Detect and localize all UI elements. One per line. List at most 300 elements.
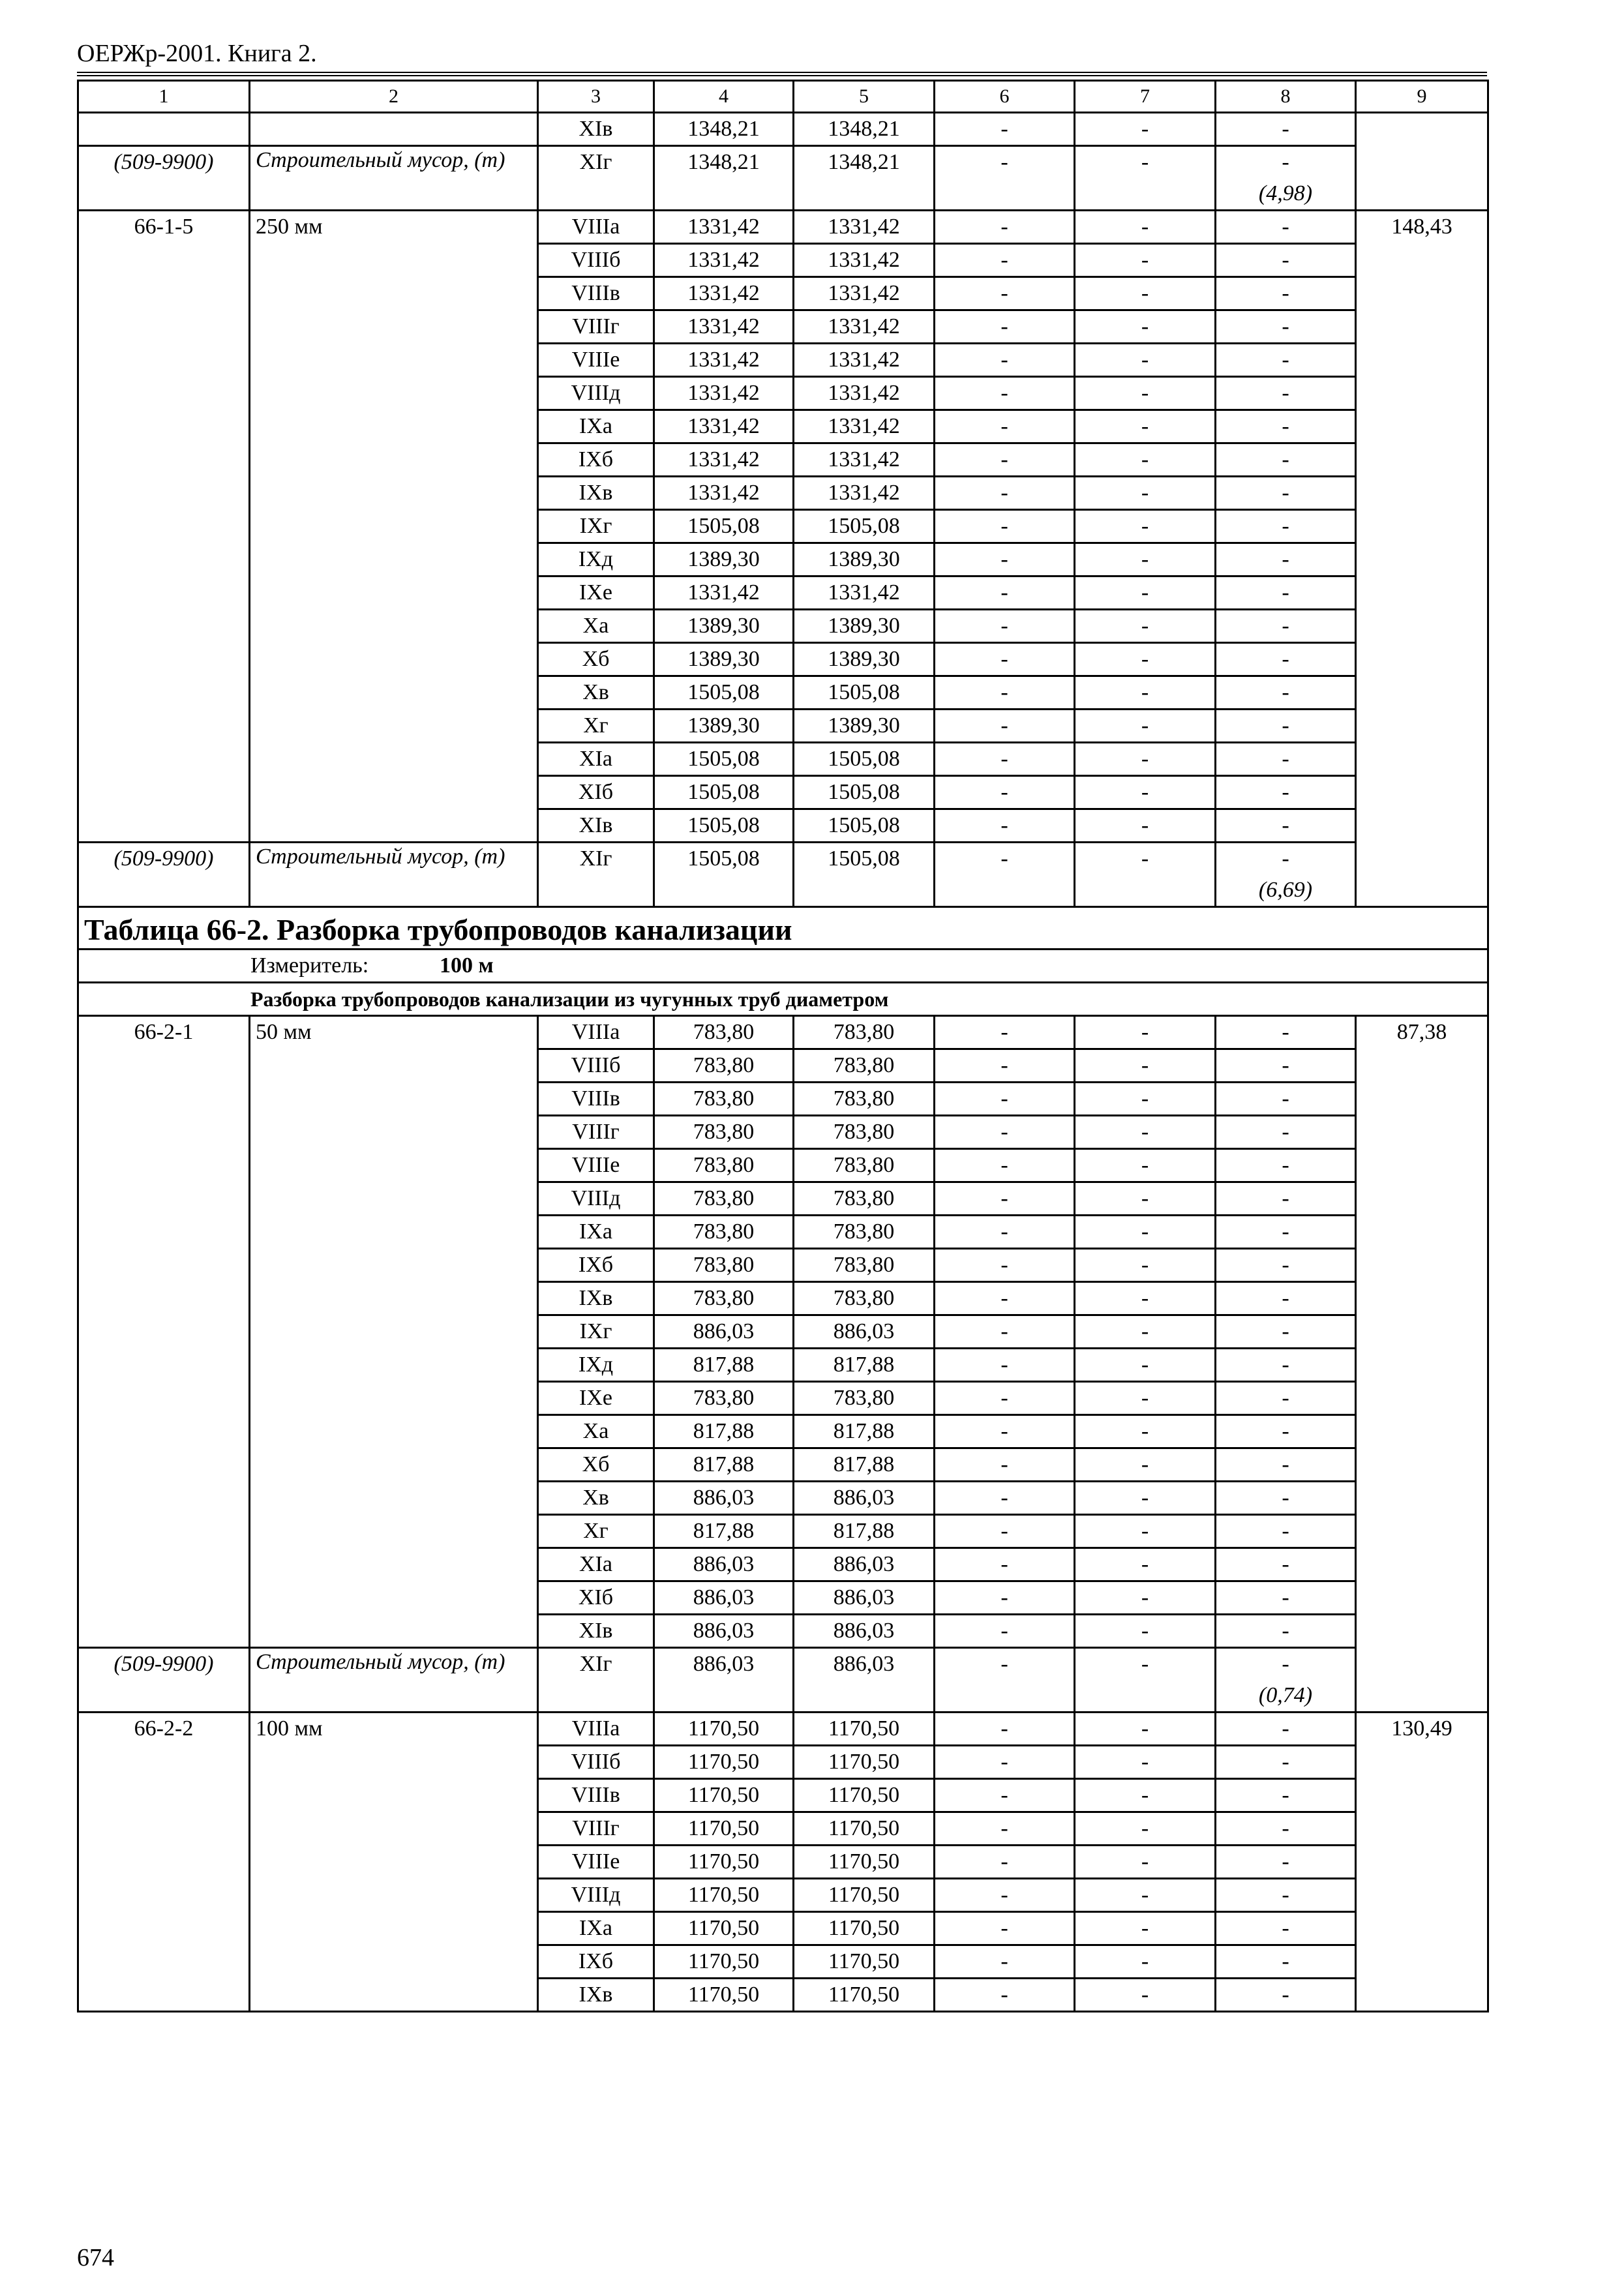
dash-cell: - [1075,743,1216,776]
dash-cell: - [1075,1116,1216,1149]
zone-cell: VIIIб [538,1746,654,1779]
zone-cell: IXа [538,1216,654,1249]
cost-cell: 783,80 [654,1249,794,1282]
cost-cell: 783,80 [794,1116,935,1149]
cost-cell: 1505,08 [654,809,794,843]
dash-cell: - [1075,676,1216,710]
cost-cell: 1331,42 [654,211,794,244]
dash-cell: - [1075,1581,1216,1615]
dash-cell: - [1075,1249,1216,1282]
item-name [250,113,538,146]
dash-cell: - [1075,1282,1216,1315]
cost-cell: 1389,30 [654,643,794,676]
dash-cell: - [935,1249,1075,1282]
dash-cell: - [935,344,1075,377]
dash-cell: - [935,1216,1075,1249]
dash-cell: - [935,1182,1075,1216]
dash-cell: - [1075,1448,1216,1482]
dash-cell: - [935,543,1075,576]
zone-cell: VIIIд [538,1879,654,1912]
cost-cell: 1331,42 [794,576,935,610]
cost-cell: 783,80 [794,1382,935,1415]
dash-cell: - [935,1615,1075,1648]
section-subtitle-text: Разборка трубопроводов канализации из чугунных труб диаметром [250,987,889,1011]
dash-cell: - [1075,211,1216,244]
dash-cell: - [935,113,1075,146]
cost-cell: 1331,42 [794,277,935,310]
cost-cell: 1170,50 [794,1746,935,1779]
cost-cell: 1170,50 [794,1879,935,1912]
dash-cell: - [935,1779,1075,1812]
item-code [78,113,250,146]
cost-cell: 1389,30 [654,610,794,643]
zone-cell: XIг [538,146,654,211]
cost-cell: 783,80 [654,1182,794,1216]
cost-cell: 1505,08 [794,743,935,776]
table-row [78,211,1488,244]
dash-cell: - [935,1713,1075,1746]
cost-cell: 886,03 [794,1482,935,1515]
zone-cell: IXб [538,443,654,477]
cost-cell: 1331,42 [794,244,935,277]
cost-cell: 1389,30 [794,543,935,576]
zone-cell: IXа [538,1912,654,1945]
zone-cell: Xг [538,1515,654,1548]
dash-cell: - [935,1116,1075,1149]
dash-cell: - [1075,1812,1216,1846]
dash-cell: - [1216,410,1356,443]
cost-cell: 783,80 [794,1083,935,1116]
dash-cell: - [935,1315,1075,1349]
cost-cell: 783,80 [654,1382,794,1415]
zone-cell: IXб [538,1945,654,1979]
dash-cell: - [1075,610,1216,643]
dash-cell: - [935,1448,1075,1482]
cost-cell: 1170,50 [654,1879,794,1912]
zone-cell: Xв [538,1482,654,1515]
zone-cell: Xа [538,610,654,643]
zone-cell: Xа [538,1415,654,1448]
zone-cell: VIIIа [538,211,654,244]
dash-cell: - [1075,1912,1216,1945]
dash-cell: - [1216,1149,1356,1182]
dash-cell: - [1216,1615,1356,1648]
dash-cell: - [1216,1315,1356,1349]
cost-cell: 1170,50 [654,1945,794,1979]
dash-cell: - [1216,1779,1356,1812]
cost-cell: 886,03 [654,1615,794,1648]
zone-cell: VIIIе [538,1846,654,1879]
dash-cell: - [1075,344,1216,377]
cost-cell: 1170,50 [654,1912,794,1945]
zone-cell: VIIIв [538,277,654,310]
debris-label-text: Строительный мусор, (т) [256,148,505,172]
cost-cell: 1331,42 [794,377,935,410]
cost-cell: 886,03 [794,1315,935,1349]
cost-cell: 1170,50 [654,1846,794,1879]
cost-cell: 783,80 [794,1249,935,1282]
dash-cell: - [1216,1846,1356,1879]
dash-cell: - [1216,743,1356,776]
cost-cell: 886,03 [794,1648,935,1713]
dash-cell: - [1075,1713,1216,1746]
zone-cell: VIIIг [538,1116,654,1149]
dash-cell: - [1216,676,1356,710]
dash-cell: - [935,244,1075,277]
dash-cell: - [1216,1083,1356,1116]
dash-cell: - [1075,576,1216,610]
item-code [78,1016,250,1648]
cost-cell: 1505,08 [654,843,794,907]
dash-cell: - [935,146,1075,211]
table-title: Таблица 66-2. Разборка трубопроводов канализации [78,907,1488,950]
column-number-row [78,81,1488,113]
dash-cell: - [935,1979,1075,2012]
dash-cell: - [935,1149,1075,1182]
dash-cell: - [935,277,1075,310]
zone-cell: VIIIб [538,1049,654,1083]
dash-cell: - [1216,1116,1356,1149]
dash-cell: - [935,1083,1075,1116]
dash-cell: - [935,443,1075,477]
cost-cell: 1331,42 [654,377,794,410]
dash-cell: - [1216,1049,1356,1083]
dash-cell: - [1075,510,1216,543]
dash-cell: - [1075,1216,1216,1249]
cost-cell: 783,80 [654,1049,794,1083]
cost-cell: 1331,42 [794,344,935,377]
zone-cell: Xб [538,643,654,676]
dash-cell: - [935,377,1075,410]
zone-cell: IXв [538,1979,654,2012]
dash-cell: - [935,1282,1075,1315]
item-name [250,1016,538,1648]
cost-cell: 1505,08 [654,776,794,809]
item-code-text: 66-1-5 [134,215,194,239]
cost-cell: 1389,30 [794,710,935,743]
dash-cell: - [935,1515,1075,1548]
zone-cell: XIб [538,1581,654,1615]
zone-cell: VIIIе [538,1149,654,1182]
dash-cell: - [935,710,1075,743]
zone-cell: VIIIг [538,1812,654,1846]
cost-cell: 1331,42 [654,344,794,377]
cost-cell: 1348,21 [794,146,935,211]
cost-cell: 1505,08 [654,743,794,776]
page-header: ОЕРЖр-2001. Книга 2. [77,40,317,67]
cost-cell: 817,88 [794,1415,935,1448]
item-name-text: 100 мм [256,1716,323,1741]
zone-cell: IXв [538,477,654,510]
dash-cell: - [1075,1349,1216,1382]
dash-cell: - [935,211,1075,244]
measure-value: 100 м [440,953,494,978]
dash-cell: - [1216,1548,1356,1581]
cost-cell: 1348,21 [794,113,935,146]
cost-cell: 1170,50 [654,1746,794,1779]
zone-cell: Xб [538,1448,654,1482]
cost-cell: 1505,08 [794,809,935,843]
cost-cell: 817,88 [654,1448,794,1482]
cost-cell: 1389,30 [794,643,935,676]
cost-cell: 783,80 [654,1149,794,1182]
dash-cell: - [1075,443,1216,477]
cost-cell: 886,03 [654,1648,794,1713]
cost-cell: 1331,42 [794,310,935,344]
debris-label [250,843,538,907]
measure-row [78,950,1488,983]
dash-cell: - [1075,1382,1216,1415]
zone-cell: XIг [538,1648,654,1713]
dash-cell: - [1216,710,1356,743]
dash-cell: - [1075,1415,1216,1448]
table-title-row [78,907,1488,950]
dash-cell: - [1075,113,1216,146]
dash-cell: - [1075,1049,1216,1083]
debris-code: (509-9900) [78,1648,250,1713]
dash-cell: - [1075,1945,1216,1979]
zone-cell: XIв [538,1615,654,1648]
zone-cell: VIIIв [538,1083,654,1116]
col-number: 2 [250,81,538,113]
dash-cell: - [1216,1016,1356,1049]
dash-cell: - [1075,477,1216,510]
dash-cell: - [1075,1182,1216,1216]
cost-cell: 1170,50 [654,1979,794,2012]
dash-cell: - [935,1581,1075,1615]
dash-cell: - [1216,344,1356,377]
col-number: 3 [538,81,654,113]
dash-text: - [1282,846,1289,871]
dash-cell: - [935,809,1075,843]
dash-cell: - [1075,843,1216,907]
dash-cell: - [1216,1879,1356,1912]
col-number: 5 [794,81,935,113]
col-number: 6 [935,81,1075,113]
cost-cell: 783,80 [794,1282,935,1315]
dash-cell: - [1075,1615,1216,1648]
dash-cell: - [1216,1746,1356,1779]
dash-cell: - [935,576,1075,610]
cost-cell: 817,88 [654,1415,794,1448]
dash-cell: - [935,1482,1075,1515]
zone-cell: VIIIе [538,344,654,377]
table-row [78,1016,1488,1049]
dash-cell: - [935,477,1075,510]
dash-cell [1216,843,1356,907]
dash-cell: - [935,610,1075,643]
zone-cell: VIIIб [538,244,654,277]
cost-cell: 1505,08 [654,510,794,543]
dash-cell: - [1216,1182,1356,1216]
cost-cell: 783,80 [794,1216,935,1249]
dash-cell: - [935,643,1075,676]
zone-cell: XIа [538,1548,654,1581]
dash-text: - [1282,150,1289,174]
dash-cell [1216,146,1356,211]
dash-cell: - [1216,1382,1356,1415]
zone-cell: IXе [538,1382,654,1415]
dash-cell: - [1216,610,1356,643]
cost-cell: 1505,08 [794,676,935,710]
dash-cell: - [1216,1713,1356,1746]
table-row [78,113,1488,146]
cost-cell: 1170,50 [794,1945,935,1979]
cost-cell: 783,80 [654,1016,794,1049]
zone-cell: VIIIа [538,1713,654,1746]
col9-cell: 87,38 [1356,1016,1488,1713]
dash-cell: - [1216,1979,1356,2012]
cost-cell: 817,88 [654,1515,794,1548]
dash-cell: - [1216,377,1356,410]
cost-cell: 817,88 [794,1448,935,1482]
dash-cell: - [1216,1448,1356,1482]
debris-label-text: Строительный мусор, (т) [256,845,505,869]
cost-cell: 886,03 [794,1548,935,1581]
dash-cell: - [935,776,1075,809]
debris-label-text: Строительный мусор, (т) [256,1650,505,1674]
item-name [250,211,538,843]
dash-cell: - [1075,277,1216,310]
dash-cell: - [935,1945,1075,1979]
zone-cell: IXг [538,1315,654,1349]
debris-code: (509-9900) [78,146,250,211]
dash-cell: - [1075,1515,1216,1548]
cost-cell: 1389,30 [654,710,794,743]
dash-cell: - [1075,710,1216,743]
dash-cell: - [1075,1979,1216,2012]
zone-cell: VIIIг [538,310,654,344]
cost-cell: 886,03 [654,1482,794,1515]
dash-cell: - [1075,1746,1216,1779]
zone-cell: XIв [538,809,654,843]
dash-cell: - [1216,1482,1356,1515]
waste-value: (6,69) [1258,878,1313,902]
dash-cell: - [1075,146,1216,211]
cost-cell: 1505,08 [654,676,794,710]
cost-cell: 1331,42 [654,410,794,443]
dash-cell: - [1216,543,1356,576]
dash-cell: - [1075,543,1216,576]
cost-cell: 1505,08 [794,776,935,809]
cost-cell: 1331,42 [654,244,794,277]
dash-cell: - [1216,809,1356,843]
dash-cell: - [1075,809,1216,843]
dash-cell: - [1216,776,1356,809]
dash-cell: - [1216,1812,1356,1846]
zone-cell: Xг [538,710,654,743]
zone-cell: XIб [538,776,654,809]
dash-cell: - [1075,377,1216,410]
col-number: 4 [654,81,794,113]
cost-cell: 1348,21 [654,146,794,211]
cost-cell: 886,03 [654,1548,794,1581]
item-code [78,211,250,843]
dash-cell: - [1075,1149,1216,1182]
item-code-text: 66-2-2 [134,1716,194,1741]
cost-cell: 783,80 [794,1149,935,1182]
dash-cell: - [935,1879,1075,1912]
dash-cell: - [1216,1945,1356,1979]
debris-label [250,1648,538,1713]
dash-cell: - [935,1415,1075,1448]
table-row [78,1713,1488,1746]
cost-cell: 886,03 [654,1315,794,1349]
dash-cell: - [1216,1912,1356,1945]
zone-cell: XIа [538,743,654,776]
zone-cell: Xв [538,676,654,710]
dash-cell: - [1075,1846,1216,1879]
col-number: 1 [78,81,250,113]
zone-cell: IXг [538,510,654,543]
col-number: 7 [1075,81,1216,113]
cost-cell: 1170,50 [794,1912,935,1945]
dash-cell: - [1075,1779,1216,1812]
dash-cell: - [1216,1282,1356,1315]
zone-cell: IXа [538,410,654,443]
dash-cell: - [935,676,1075,710]
dash-cell: - [1075,643,1216,676]
cost-cell: 783,80 [654,1116,794,1149]
cost-cell: 783,80 [794,1049,935,1083]
item-code-text: 66-2-1 [134,1020,194,1044]
dash-cell: - [1075,776,1216,809]
measure-label: Измеритель: [250,953,369,978]
zone-cell: VIIIд [538,1182,654,1216]
cost-cell: 1389,30 [794,610,935,643]
dash-cell: - [1075,1083,1216,1116]
col9-cell: 148,43 [1356,211,1488,907]
dash-cell: - [1075,244,1216,277]
dash-cell: - [1216,477,1356,510]
cost-cell: 1505,08 [794,843,935,907]
cost-cell: 1389,30 [654,543,794,576]
section-subtitle [78,983,1488,1016]
cost-cell: 1505,08 [794,510,935,543]
zone-cell: IXе [538,576,654,610]
zone-cell: IXд [538,1349,654,1382]
dash-cell: - [1216,244,1356,277]
cost-cell: 1331,42 [654,443,794,477]
dash-cell: - [1075,310,1216,344]
dash-cell: - [1075,1648,1216,1713]
cost-cell: 783,80 [654,1083,794,1116]
dash-cell: - [1216,510,1356,543]
cost-cell: 817,88 [794,1515,935,1548]
cost-cell: 1348,21 [654,113,794,146]
dash-cell: - [1216,310,1356,344]
cost-cell: 1170,50 [794,1846,935,1879]
cost-cell: 783,80 [794,1182,935,1216]
col-number: 8 [1216,81,1356,113]
cost-cell: 1170,50 [794,1979,935,2012]
zone-cell: VIIIд [538,377,654,410]
cost-cell: 783,80 [654,1282,794,1315]
dash-cell: - [1075,1879,1216,1912]
dash-text: - [1282,1652,1289,1676]
waste-value: (4,98) [1258,181,1313,205]
debris-code: (509-9900) [78,843,250,907]
dash-cell: - [1075,1482,1216,1515]
zone-cell: IXд [538,543,654,576]
dash-cell: - [1216,1515,1356,1548]
cost-cell: 1331,42 [794,443,935,477]
dash-cell: - [1216,1581,1356,1615]
dash-cell: - [935,1349,1075,1382]
dash-cell: - [935,1016,1075,1049]
cost-cell: 886,03 [794,1615,935,1648]
dash-cell: - [935,1648,1075,1713]
